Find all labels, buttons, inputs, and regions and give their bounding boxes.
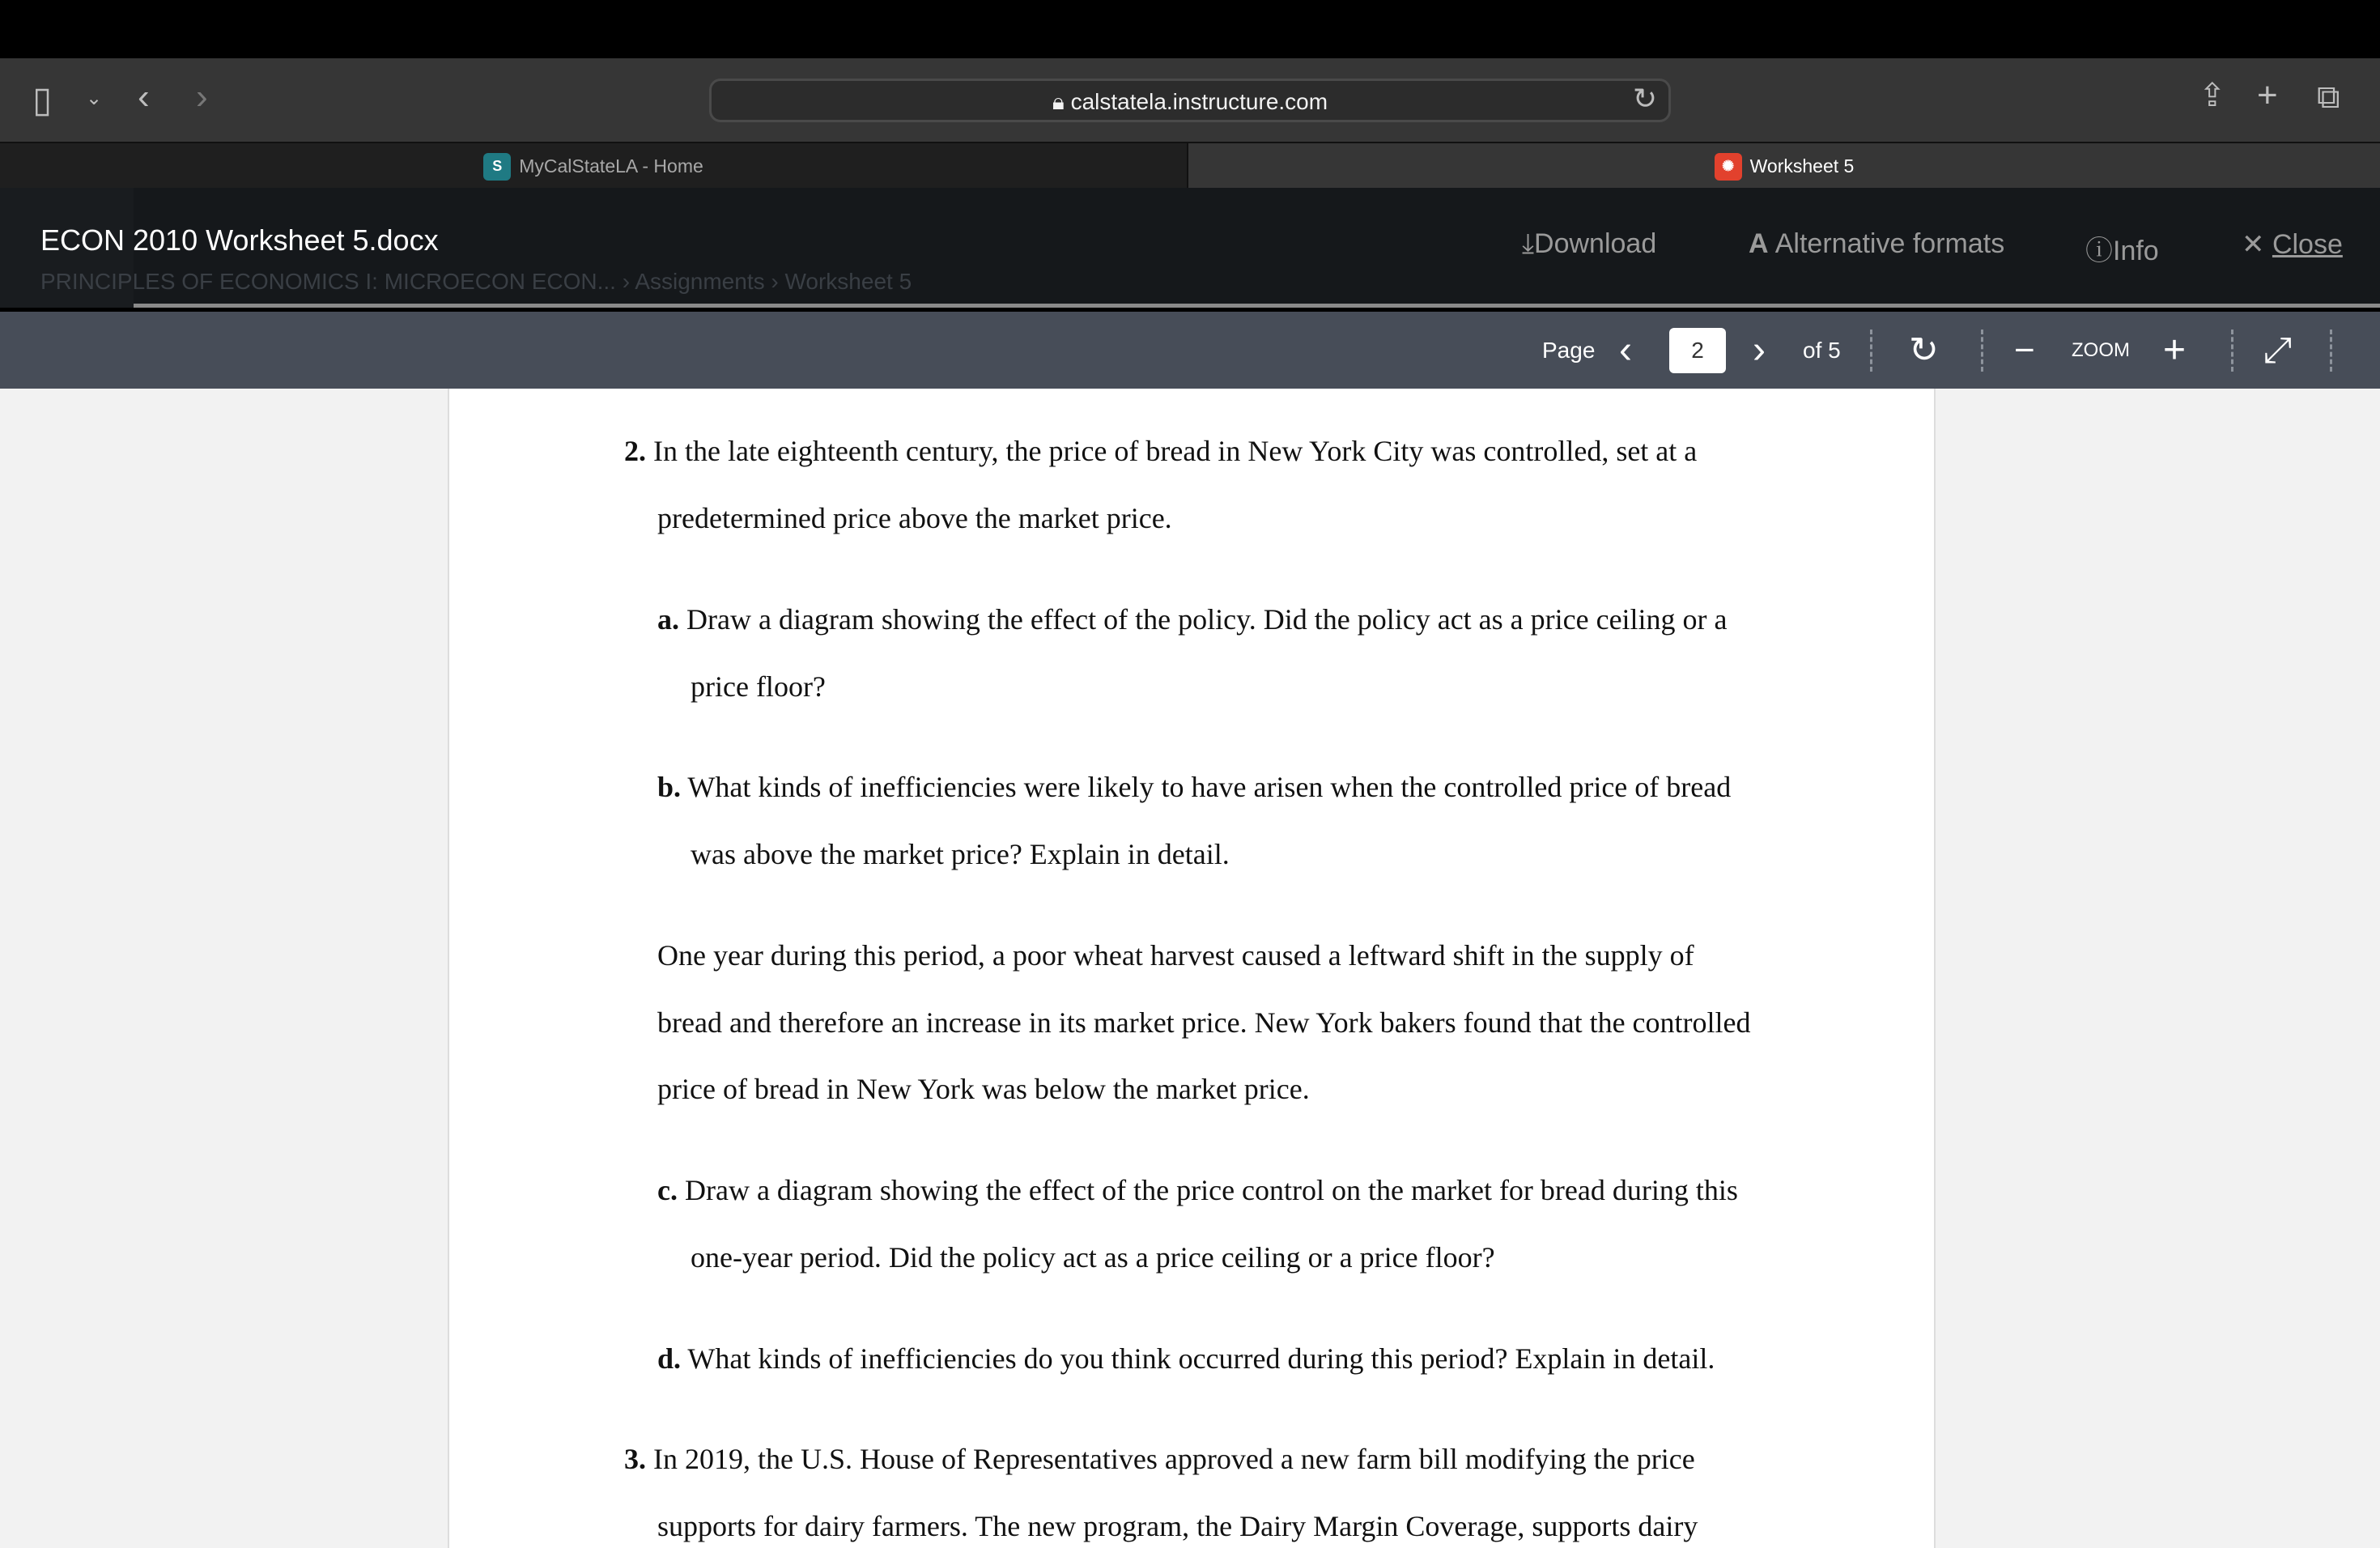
alternative-formats-button[interactable]: A Alternative formats (1749, 228, 2005, 259)
question-line: supports for dairy farmers. The new program, the Dairy Margin Coverage, supports dairy (657, 1510, 1698, 1542)
question-line: b. What kinds of inefficiencies were likely to have arisen when the controlled price of bread (657, 771, 1732, 803)
question-line: price of bread in New York was below the market price. (657, 1073, 1310, 1105)
question-line: predetermined price above the market price. (657, 502, 1172, 534)
divider (2330, 330, 2332, 372)
url-text: calstatela.instructure.com (1070, 89, 1328, 114)
tab-worksheet-5[interactable] (1188, 143, 2380, 189)
chevron-down-icon[interactable]: ⌄ (86, 87, 103, 109)
page-label: Page (1542, 337, 1596, 363)
sidebar-toggle-icon[interactable]: ▯ (32, 80, 53, 120)
tab-label: Worksheet 5 (1749, 155, 1855, 176)
breadcrumb: PRINCIPLES OF ECONOMICS I: MICROECON ECON... › Assignments › Worksheet 5 (40, 269, 912, 294)
question-line: one-year period. Did the policy act as a price ceiling or a price floor? (691, 1241, 1495, 1274)
question-line: bread and therefore an increase in its market price. New York bakers found that the controlled (657, 1006, 1751, 1039)
download-button[interactable]: ⤓Download (1522, 228, 1657, 259)
share-icon[interactable]: ⇪ (2199, 78, 2226, 113)
sharepoint-icon: S (483, 153, 511, 181)
info-icon: ⓘ (2085, 236, 2113, 266)
alternative-formats-icon: A (1749, 228, 1775, 259)
tab-mycalstatela[interactable] (0, 143, 1188, 189)
divider (1981, 330, 1983, 372)
forward-icon[interactable]: › (196, 77, 208, 117)
zoom-label: ZOOM (2072, 338, 2130, 361)
rotate-button[interactable] (1909, 312, 1939, 389)
divider (1870, 330, 1872, 372)
question-line: d. What kinds of inefficiencies do you think occurred during this period? Explain in detail. (657, 1342, 1715, 1375)
document-page (448, 389, 1936, 1548)
close-button[interactable]: ✕ Close (2242, 229, 2343, 260)
question-line: c. Draw a diagram showing the effect of the price control on the market for bread during this (657, 1174, 1738, 1206)
lock-icon: 🔒︎ (1052, 89, 1071, 114)
zoom-in-button[interactable]: + (2163, 329, 2187, 372)
tab-label: MyCalStateLA - Home (519, 155, 703, 176)
expand-icon: ⤢ (2263, 330, 2293, 370)
rotate-icon: ↻ (1909, 330, 1939, 370)
fullscreen-button[interactable] (2263, 312, 2292, 389)
question-line: One year during this period, a poor wheat harvest caused a leftward shift in the supply of (657, 939, 1694, 972)
question-line: 3. In 2019, the U.S. House of Representatives approved a new farm bill modifying the price (624, 1443, 1695, 1475)
address-bar[interactable] (709, 79, 1671, 122)
tab-bar (0, 142, 2380, 188)
page-toolbar (0, 312, 2380, 389)
menu-bar (0, 0, 2380, 58)
question-line: a. Draw a diagram showing the effect of the policy. Did the policy act as a price ceiling or a (657, 603, 1728, 636)
divider (2231, 330, 2233, 372)
canvas-icon: ✺ (1715, 153, 1742, 181)
document-viewer[interactable] (0, 389, 2380, 1548)
page-number-input[interactable] (1669, 328, 1726, 373)
browser-toolbar (0, 58, 2380, 142)
previous-page-button[interactable]: ‹ (1619, 329, 1632, 372)
page-count: of 5 (1803, 337, 1841, 363)
question-line: price floor? (691, 670, 826, 703)
document-title: ECON 2010 Worksheet 5.docx (40, 223, 439, 257)
close-icon: ✕ (2242, 229, 2272, 260)
file-preview-header (0, 188, 2380, 308)
question-line: was above the market price? Explain in detail. (691, 838, 1230, 870)
question-line: 2. In the late eighteenth century, the price of bread in New York City was controlled, set at a (624, 435, 1698, 467)
info-button[interactable]: ⓘInfo (2085, 236, 2159, 266)
zoom-out-button[interactable]: − (2014, 330, 2035, 370)
next-page-button[interactable]: › (1753, 329, 1766, 372)
back-icon[interactable]: ‹ (138, 77, 150, 117)
reload-icon[interactable]: ↻ (1632, 82, 1657, 115)
tab-overview-icon[interactable]: ⧉ (2317, 79, 2340, 115)
download-icon: ⤓ (1522, 228, 1535, 259)
new-tab-icon[interactable]: + (2257, 75, 2278, 115)
